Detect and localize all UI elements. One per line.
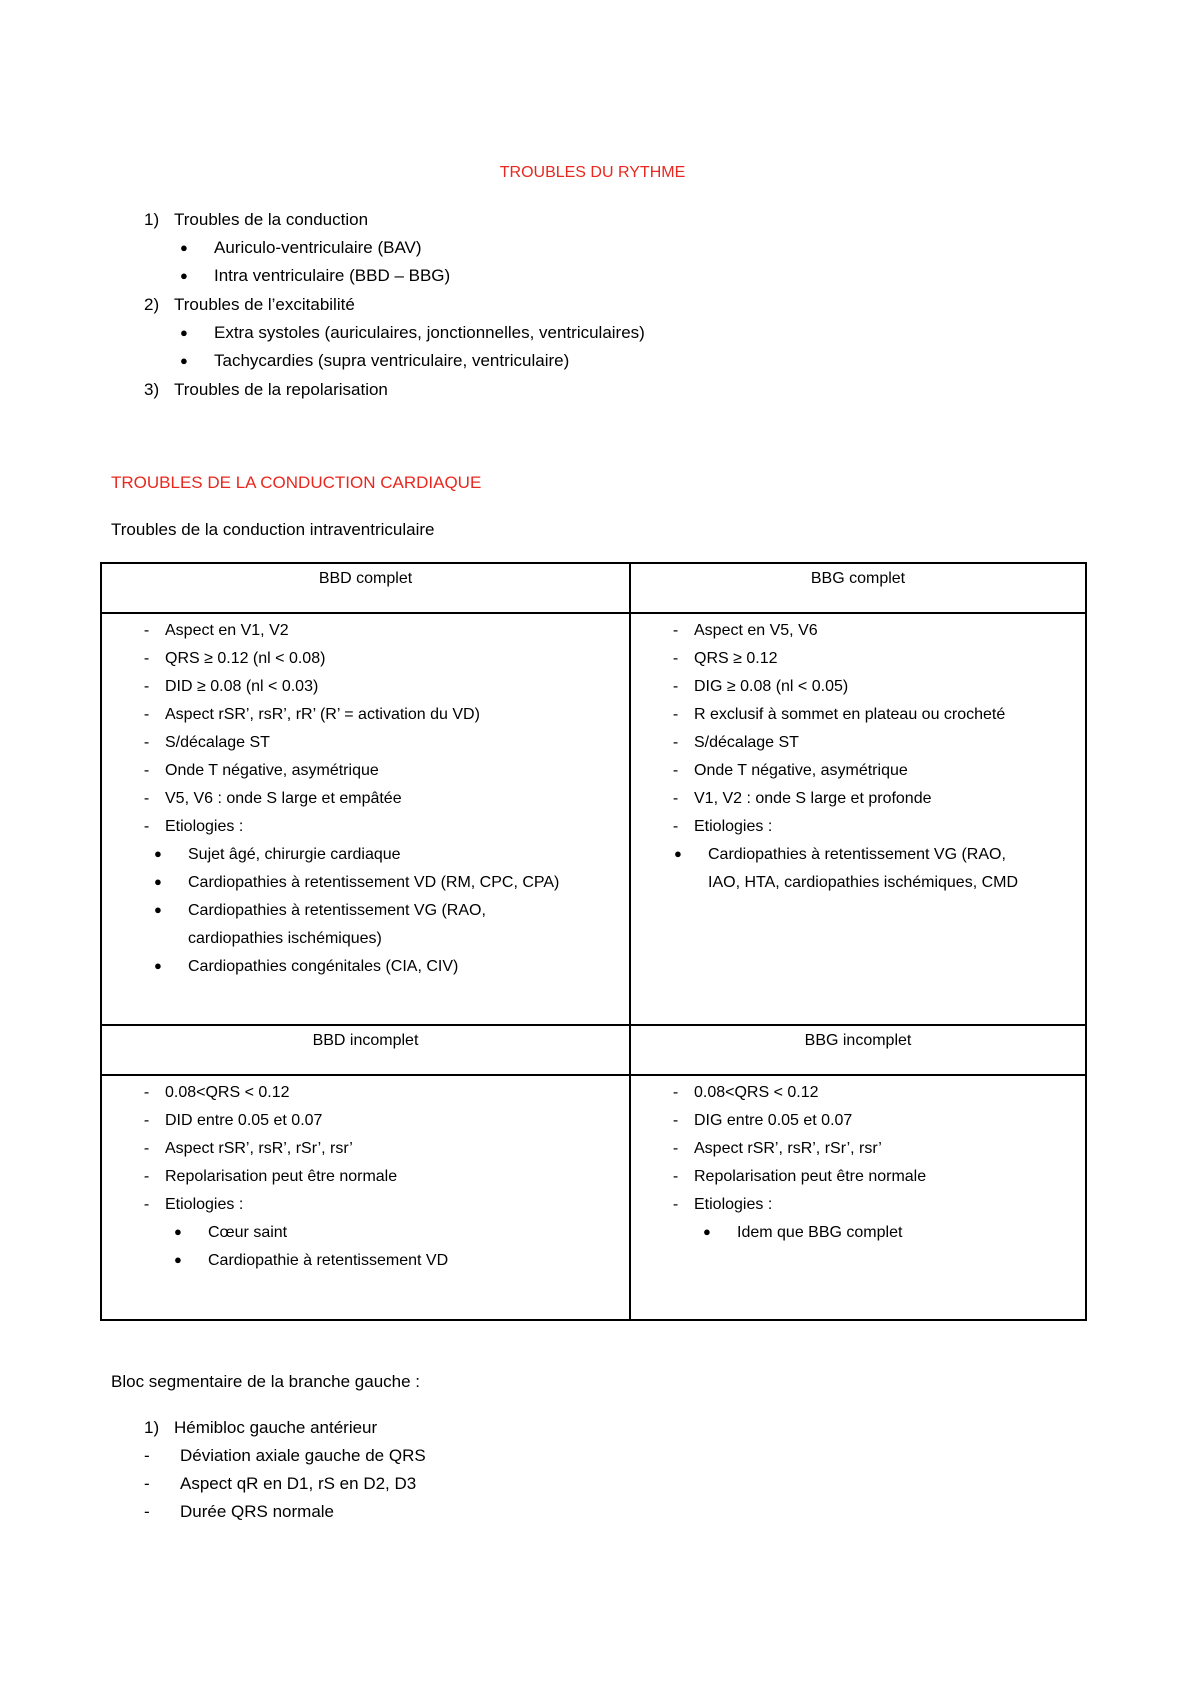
list-item: - Déviation axiale gauche de QRS (144, 1446, 426, 1465)
outline-number: 3) (144, 380, 160, 399)
subsection-title: Troubles de la conduction intraventriculaire (111, 520, 435, 539)
outline-label: Troubles de la repolarisation (174, 380, 388, 399)
bullet-icon: ● (703, 1224, 711, 1239)
list-item: - V1, V2 : onde S large et profonde (672, 790, 932, 807)
conduction-table (100, 562, 1085, 1319)
list-item: - Durée QRS normale (144, 1502, 335, 1521)
bullet-icon: ● (674, 846, 682, 861)
table-header-bbd-incomplet: BBD incomplet (101, 1025, 630, 1075)
list-item: - DIG ≥ 0.08 (nl < 0.05) (672, 678, 849, 695)
list-item: - 0.08<QRS < 0.12 (143, 1084, 290, 1101)
list-item: ● Cardiopathies à retentissement VD (RM, CPC, CPA) (102, 869, 629, 897)
bloc-title: Bloc segmentaire de la branche gauche : (111, 1372, 421, 1391)
list-item: - Aspect en V5, V6 (672, 622, 818, 639)
cell-bbg-incomplet (630, 1075, 1086, 1320)
outline-item-2 (144, 294, 355, 316)
table-header-bbg-complet: BBG complet (630, 563, 1086, 613)
outline-subitem: ● Extra systoles (auriculaires, jonctionnelles, ventriculaires) (180, 323, 645, 342)
list-item: - Aspect rSR’, rsR’, rSr’, rsr’ (672, 1140, 882, 1157)
list-item: - Etiologies : (143, 818, 244, 835)
outline-label: Hémibloc gauche antérieur (174, 1418, 378, 1437)
bloc-item-1 (144, 1417, 377, 1439)
table-header-bbg-incomplet: BBG incomplet (630, 1025, 1086, 1075)
bullet-icon: ● (180, 353, 188, 368)
outline-subitem: ● Intra ventriculaire (BBD – BBG) (180, 266, 451, 285)
section-title: TROUBLES DE LA CONDUCTION CARDIAQUE (111, 473, 482, 492)
list-item: - Aspect en V1, V2 (143, 622, 289, 639)
bullet-icon: ● (154, 902, 162, 917)
list-item: ● Cardiopathies à retentissement VG (RAO, (102, 897, 629, 925)
list-item: ● Sujet âgé, chirurgie cardiaque (102, 841, 629, 869)
list-item: ● Cardiopathies à retentissement VG (RAO, (631, 841, 1085, 869)
list-item: ● Cardiopathie à retentissement VD (102, 1247, 629, 1275)
bullet-icon: ● (154, 846, 162, 861)
list-item: ● Cœur saint (102, 1219, 629, 1247)
outline-label: Troubles de l’excitabilité (174, 295, 355, 314)
outline-number: 2) (144, 295, 160, 314)
list-item: - QRS ≥ 0.12 (nl < 0.08) (143, 650, 326, 667)
list-item: - V5, V6 : onde S large et empâtée (143, 790, 402, 807)
outline-subitem: ● Auriculo-ventriculaire (BAV) (180, 238, 422, 257)
list-item: - Etiologies : (672, 1196, 773, 1213)
bullet-icon: ● (174, 1252, 182, 1267)
list-item: - S/décalage ST (143, 734, 270, 751)
list-item: - Aspect rSR’, rsR’, rR’ (R’ = activation du VD) (143, 706, 480, 723)
list-item: - Aspect qR en D1, rS en D2, D3 (144, 1474, 417, 1493)
cell-bbd-incomplet (101, 1075, 630, 1320)
list-item: - Etiologies : (143, 1196, 244, 1213)
list-item: - DID ≥ 0.08 (nl < 0.03) (143, 678, 319, 695)
list-item: - Repolarisation peut être normale (143, 1168, 398, 1185)
list-item: - DID entre 0.05 et 0.07 (143, 1112, 323, 1129)
bullet-icon: ● (180, 240, 188, 255)
table-header-bbd-complet: BBD complet (101, 563, 630, 613)
outline-item-3 (144, 379, 388, 401)
bullet-icon: ● (180, 325, 188, 340)
list-item: - Onde T négative, asymétrique (143, 762, 379, 779)
cell-bbd-complet (101, 613, 630, 1025)
list-item: - R exclusif à sommet en plateau ou crocheté (672, 706, 1006, 723)
list-item: - Etiologies : (672, 818, 773, 835)
list-item-continuation: IAO, HTA, cardiopathies ischémiques, CMD (708, 874, 1019, 891)
outline-subitem: ● Tachycardies (supra ventriculaire, ventriculaire) (180, 351, 570, 370)
list-item: - S/décalage ST (672, 734, 799, 751)
bullet-icon: ● (154, 874, 162, 889)
bullet-icon: ● (174, 1224, 182, 1239)
list-item: - Aspect rSR’, rsR’, rSr’, rsr’ (143, 1140, 353, 1157)
list-item: ● Cardiopathies congénitales (CIA, CIV) (102, 953, 629, 981)
bullet-icon: ● (154, 958, 162, 973)
list-item-continuation: cardiopathies ischémiques) (188, 930, 382, 947)
list-item: - QRS ≥ 0.12 (672, 650, 778, 667)
outline-number: 1) (144, 210, 160, 229)
list-item: - Onde T négative, asymétrique (672, 762, 908, 779)
list-item: - DIG entre 0.05 et 0.07 (672, 1112, 853, 1129)
list-item: - Repolarisation peut être normale (672, 1168, 927, 1185)
list-item: ● Idem que BBG complet (631, 1219, 1085, 1247)
outline-number: 1) (144, 1418, 160, 1437)
bullet-icon: ● (180, 268, 188, 283)
cell-bbg-complet (630, 613, 1086, 1025)
list-item: - 0.08<QRS < 0.12 (672, 1084, 819, 1101)
page-title: TROUBLES DU RYTHME (499, 164, 686, 181)
outline-label: Troubles de la conduction (174, 210, 369, 229)
outline-item-1 (144, 209, 368, 231)
